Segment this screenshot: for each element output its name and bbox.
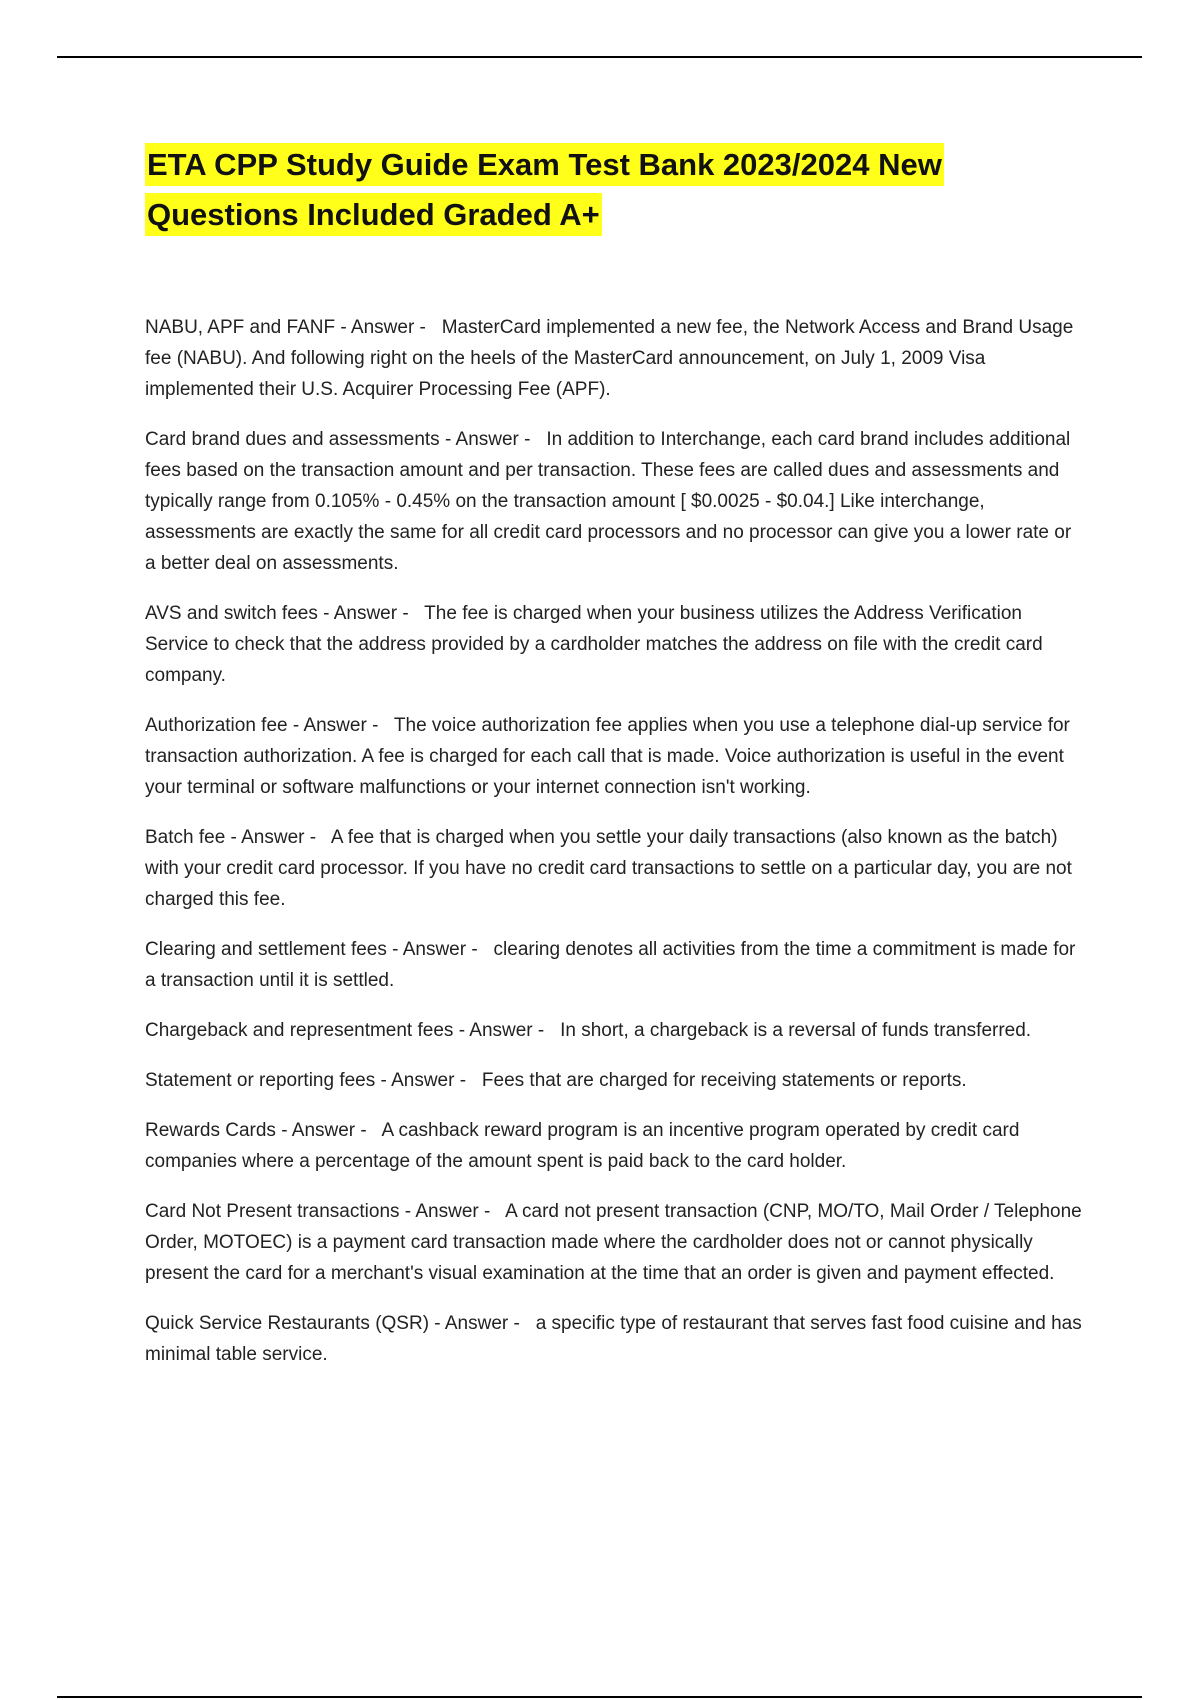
entry-separator: - (518, 429, 536, 450)
entry-separator: - (429, 1313, 445, 1334)
qa-entry (145, 822, 1085, 915)
entry-term: Chargeback and representment fees (145, 1020, 454, 1041)
entry-definition: A card not present transaction (CNP, MO/TO, Mail Order / Telephone Order, MOTOEC) is a payment card transaction made where the cardholder does not or cannot physically present the card for a merchant's visual examination at the time that an order is given and payment effected. (145, 1201, 1082, 1284)
bottom-rule (57, 1696, 1142, 1698)
document-body (145, 140, 1085, 1389)
qa-entry (145, 1115, 1085, 1177)
entry-separator: - (366, 715, 384, 736)
entry-definition: MasterCard implemented a new fee, the Network Access and Brand Usage fee (NABU). And following right on the heels of the MasterCard announcement, on July 1, 2009 Visa implemented their U.S. Acquirer Processing Fee (APF). (145, 317, 1074, 400)
entry-separator: - (532, 1020, 550, 1041)
entry-definition: Fees that are charged for receiving statements or reports. (481, 1070, 967, 1091)
answer-label: Answer (444, 1313, 509, 1334)
qa-entry (145, 1196, 1085, 1289)
entry-term: Authorization fee (145, 715, 288, 736)
entry-definition: a specific type of restaurant that serves fast food cuisine and has minimal table service. (145, 1313, 1082, 1365)
entry-definition: A cashback reward program is an incentive program operated by credit card companies where a percentage of the amount spent is paid back to the card holder. (145, 1120, 1020, 1172)
entry-separator: - (397, 603, 414, 624)
entry-term: NABU, APF and FANF (145, 317, 336, 338)
entry-separator: - (304, 827, 322, 848)
qa-entry (145, 312, 1085, 405)
entry-definition: A fee that is charged when you settle your daily transactions (also known as the batch) with your credit card processor. If you have no credit card transactions to settle on a particular day, you are not charged this fee. (145, 827, 1072, 910)
answer-label: Answer (303, 715, 367, 736)
entry-separator: - (355, 1120, 373, 1141)
entry-term: Batch fee (145, 827, 226, 848)
entry-definition: In short, a chargeback is a reversal of funds transferred. (560, 1020, 1032, 1041)
entry-term: Rewards Cards (145, 1120, 276, 1141)
entry-separator: - (225, 827, 242, 848)
entry-separator: - (287, 715, 304, 736)
answer-label: Answer (291, 1120, 356, 1141)
entry-separator: - (439, 429, 456, 450)
entry-separator: - (399, 1201, 416, 1222)
answer-label: Answer (241, 827, 305, 848)
qa-entry (145, 1308, 1085, 1370)
answer-label: Answer (402, 939, 467, 960)
qa-entry (145, 1065, 1085, 1096)
answer-label: Answer (333, 603, 398, 624)
answer-label: Answer (391, 1070, 455, 1091)
entry-definition: The voice authorization fee applies when you use a telephone dial-up service for transaction authorization. A fee is charged for each call that is made. Voice authorization is useful in the event your terminal or software malfunctions or your internet connection isn't working. (145, 715, 1070, 798)
top-rule (57, 56, 1142, 58)
answer-label: Answer (350, 317, 415, 338)
entry-separator: - (508, 1313, 526, 1334)
entry-separator: - (453, 1020, 470, 1041)
entry-definition: In addition to Interchange, each card brand includes additional fees based on the transaction amount and per transaction. These fees are called dues and assessments and typically range from 0.105% - 0.45% on the transaction amount [ $0.0025 - $0.04.] Like interchange, assessments are exactly the same for all credit card processors and no processor can give you a lower rate or a better deal on assessments. (145, 429, 1072, 574)
answer-label: Answer (455, 429, 519, 450)
entry-separator: - (275, 1120, 292, 1141)
entry-separator: - (335, 317, 351, 338)
entry-term: Quick Service Restaurants (QSR) (145, 1313, 430, 1334)
entry-separator: - (478, 1201, 496, 1222)
entry-separator: - (375, 1070, 392, 1091)
qa-entry (145, 934, 1085, 996)
entry-term: Clearing and settlement fees (145, 939, 387, 960)
entry-definition: The fee is charged when your business utilizes the Address Verification Service to check that the address provided by a cardholder matches the address on file with the credit card company. (145, 603, 1043, 686)
entry-separator: - (317, 603, 334, 624)
entry-definition: clearing denotes all activities from the time a commitment is made for a transaction until it is settled. (145, 939, 1076, 991)
title-highlight: ETA CPP Study Guide Exam Test Bank 2023/2024 New Questions Included Graded A+ (145, 143, 944, 236)
entry-term: AVS and switch fees (145, 603, 318, 624)
qa-list (145, 312, 1085, 1370)
document-title (145, 140, 1085, 240)
answer-label: Answer (415, 1201, 479, 1222)
entry-term: Card Not Present transactions (145, 1201, 400, 1222)
qa-entry (145, 1015, 1085, 1046)
entry-separator: - (414, 317, 432, 338)
entry-separator: - (454, 1070, 472, 1091)
answer-label: Answer (469, 1020, 533, 1041)
entry-term: Statement or reporting fees (145, 1070, 376, 1091)
qa-entry (145, 424, 1085, 579)
entry-separator: - (386, 939, 403, 960)
qa-entry (145, 598, 1085, 691)
entry-separator: - (466, 939, 483, 960)
entry-term: Card brand dues and assessments (145, 429, 440, 450)
qa-entry (145, 710, 1085, 803)
